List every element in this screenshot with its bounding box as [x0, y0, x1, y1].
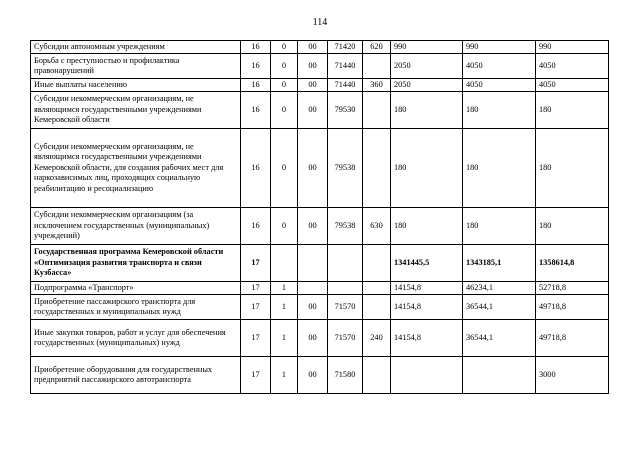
cell-year-1: 14154,8 [391, 295, 463, 320]
cell-program-code: 17 [241, 282, 271, 295]
cell-year-3: 180 [536, 129, 609, 208]
cell-year-1: 180 [391, 208, 463, 245]
cell-expense-type [363, 357, 391, 394]
cell-event-code [298, 245, 328, 282]
cell-year-3: 4050 [536, 54, 609, 79]
cell-subprogram-code: 1 [271, 295, 298, 320]
cell-year-1: 990 [391, 41, 463, 54]
cell-expense-code: 71570 [328, 295, 363, 320]
cell-expense-type: 360 [363, 79, 391, 92]
cell-year-3: 49718,8 [536, 320, 609, 357]
table-row [31, 129, 609, 208]
cell-program-code: 17 [241, 320, 271, 357]
table-row [31, 208, 609, 245]
cell-subprogram-code [271, 245, 298, 282]
cell-year-2: 180 [463, 208, 536, 245]
cell-year-3: 990 [536, 41, 609, 54]
page-number: 114 [312, 17, 328, 28]
cell-program-code: 16 [241, 79, 271, 92]
cell-expense-type [363, 92, 391, 129]
table-row [31, 320, 609, 357]
table-row [31, 79, 609, 92]
cell-event-code: 00 [298, 92, 328, 129]
cell-expense-type [363, 282, 391, 295]
cell-program-code: 16 [241, 208, 271, 245]
cell-subprogram-code: 0 [271, 41, 298, 54]
cell-year-2: 46234,1 [463, 282, 536, 295]
row-name: Субсидии некоммерческим организациям, не являющимся государственными учреждениями Кемеровской области, для создания рабочих мест для наркозависимых лиц, проходящих социальную реабилитацию и ресоциализацию [31, 129, 241, 208]
cell-subprogram-code: 0 [271, 208, 298, 245]
cell-year-1: 2050 [391, 79, 463, 92]
cell-subprogram-code: 0 [271, 92, 298, 129]
cell-subprogram-code: 1 [271, 357, 298, 394]
row-name: Иные закупки товаров, работ и услуг для обеспечения государственных (муниципальных) нужд [31, 320, 241, 357]
cell-year-2: 180 [463, 129, 536, 208]
table-row [31, 357, 609, 394]
row-name: Субсидии автономным учреждениям [31, 41, 241, 54]
cell-year-3: 49718,8 [536, 295, 609, 320]
cell-year-1: 1341445,5 [391, 245, 463, 282]
cell-year-3: 1358614,8 [536, 245, 609, 282]
cell-year-2: 36544,1 [463, 320, 536, 357]
cell-year-3: 52718,8 [536, 282, 609, 295]
cell-year-1 [391, 357, 463, 394]
row-name: Субсидии некоммерческим организациям, не являющимся государственными учреждениями Кемеровской области [31, 92, 241, 129]
cell-event-code: 00 [298, 54, 328, 79]
cell-program-code: 16 [241, 129, 271, 208]
cell-expense-type: 630 [363, 208, 391, 245]
table-row [31, 92, 609, 129]
cell-event-code: 00 [298, 357, 328, 394]
cell-event-code: 00 [298, 320, 328, 357]
cell-expense-type [363, 54, 391, 79]
cell-program-code: 16 [241, 92, 271, 129]
cell-subprogram-code: 1 [271, 282, 298, 295]
cell-expense-code: 79538 [328, 208, 363, 245]
row-name: Приобретение пассажирского транспорта для государственных и муниципальных нужд [31, 295, 241, 320]
cell-year-1: 14154,8 [391, 320, 463, 357]
cell-subprogram-code: 0 [271, 54, 298, 79]
cell-subprogram-code: 0 [271, 129, 298, 208]
cell-program-code: 17 [241, 295, 271, 320]
table-row [31, 41, 609, 54]
cell-year-3: 180 [536, 208, 609, 245]
cell-expense-type: 620 [363, 41, 391, 54]
cell-event-code [298, 282, 328, 295]
cell-event-code: 00 [298, 129, 328, 208]
cell-expense-code: 71580 [328, 357, 363, 394]
cell-year-2: 4050 [463, 54, 536, 79]
cell-year-2: 1343185,1 [463, 245, 536, 282]
cell-expense-code: 71420 [328, 41, 363, 54]
cell-expense-code: 71440 [328, 54, 363, 79]
cell-year-2: 990 [463, 41, 536, 54]
cell-expense-code [328, 282, 363, 295]
row-name: Приобретение оборудования для государственных предприятий пассажирского автотранспорта [31, 357, 241, 394]
cell-event-code: 00 [298, 295, 328, 320]
cell-expense-code: 71570 [328, 320, 363, 357]
cell-year-1: 2050 [391, 54, 463, 79]
table-row [31, 245, 609, 282]
table-row [31, 295, 609, 320]
cell-expense-type [363, 129, 391, 208]
cell-year-1: 14154,8 [391, 282, 463, 295]
table-row [31, 54, 609, 79]
cell-year-3: 4050 [536, 79, 609, 92]
cell-expense-code: 79538 [328, 129, 363, 208]
cell-expense-type [363, 245, 391, 282]
cell-year-2 [463, 357, 536, 394]
cell-year-3: 3000 [536, 357, 609, 394]
cell-program-code: 17 [241, 245, 271, 282]
cell-event-code: 00 [298, 41, 328, 54]
cell-program-code: 16 [241, 41, 271, 54]
budget-table [30, 40, 609, 394]
cell-year-2: 4050 [463, 79, 536, 92]
cell-program-code: 16 [241, 54, 271, 79]
cell-subprogram-code: 1 [271, 320, 298, 357]
cell-expense-code: 71440 [328, 79, 363, 92]
cell-event-code: 00 [298, 208, 328, 245]
cell-year-3: 180 [536, 92, 609, 129]
row-name: Государственная программа Кемеровской области «Оптимизация развития транспорта и связи Кузбасса» [31, 245, 241, 282]
cell-year-2: 180 [463, 92, 536, 129]
cell-expense-code: 79530 [328, 92, 363, 129]
cell-event-code: 00 [298, 79, 328, 92]
cell-year-2: 36544,1 [463, 295, 536, 320]
cell-subprogram-code: 0 [271, 79, 298, 92]
cell-program-code: 17 [241, 357, 271, 394]
row-name: Субсидии некоммерческим организациям (за исключением государственных (муниципальных) учреждений) [31, 208, 241, 245]
row-name: Иные выплаты населению [31, 79, 241, 92]
table-row [31, 282, 609, 295]
cell-year-1: 180 [391, 92, 463, 129]
cell-year-1: 180 [391, 129, 463, 208]
cell-expense-code [328, 245, 363, 282]
row-name: Подпрограмма «Транспорт» [31, 282, 241, 295]
row-name: Борьба с преступностью и профилактика правонарушений [31, 54, 241, 79]
cell-expense-type [363, 295, 391, 320]
cell-expense-type: 240 [363, 320, 391, 357]
